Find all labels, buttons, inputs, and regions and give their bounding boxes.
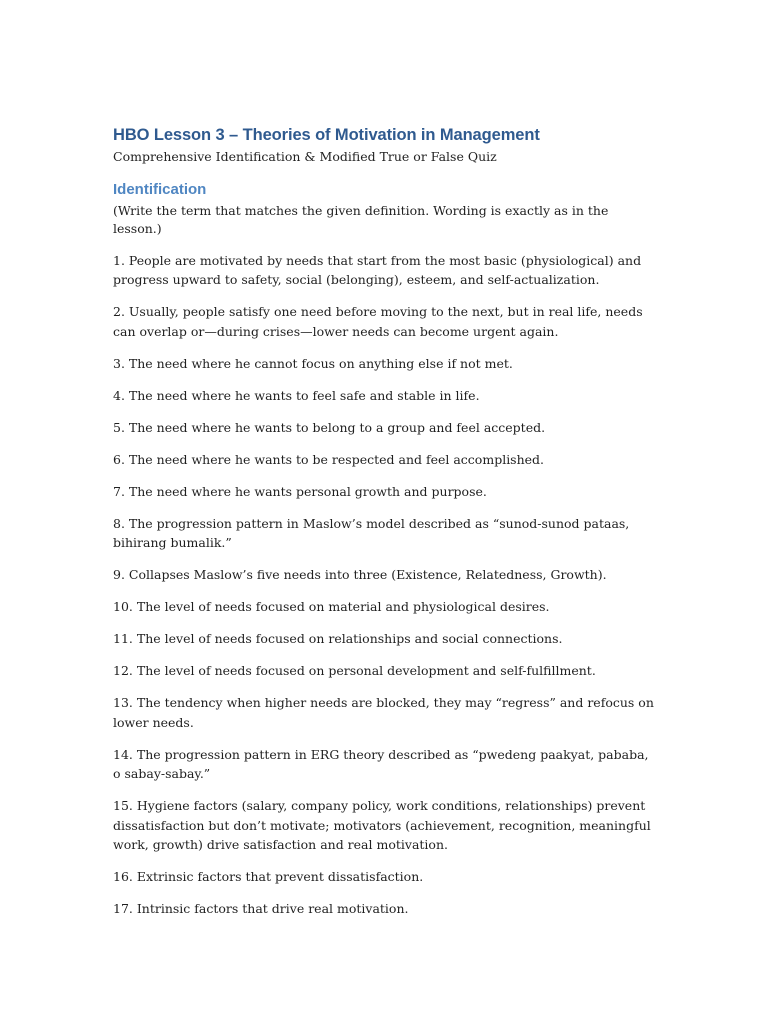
section-heading-identification: Identification	[113, 181, 207, 198]
question-item: 16. Extrinsic factors that prevent dissatisfaction.	[113, 869, 424, 884]
question-item: 9. Collapses Maslow’s five needs into three (Existence, Relatedness, Growth).	[113, 567, 607, 582]
question-list	[113, 251, 658, 919]
section-instructions: (Write the term that matches the given definition. Wording is exactly as in the lesson.)	[113, 203, 609, 236]
question-item: 5. The need where he wants to belong to a group and feel accepted.	[113, 419, 546, 435]
question-item: 17. Intrinsic factors that drive real motivation.	[113, 901, 409, 916]
question-item: 13. The tendency when higher needs are blocked, they may “regress” and refocus on lower needs.	[113, 695, 654, 730]
question-item: 10. The level of needs focused on material and physiological desires.	[113, 599, 550, 614]
question-item: 8. The progression pattern in Maslow’s model described as “sunod-sunod pataas, bihirang bumalik.”	[113, 515, 630, 550]
question-item: 14. The progression pattern in ERG theory described as “pwedeng paakyat, pababa, o sabay-sabay.”	[113, 746, 649, 781]
question-item: 2. Usually, people satisfy one need before moving to the next, but in real life, needs can overlap or—during crises—lower needs can become urgent again.	[113, 304, 643, 339]
question-item: 6. The need where he wants to be respected and feel accomplished.	[113, 451, 545, 467]
question-item: 1. People are motivated by needs that start from the most basic (physiological) and progress upward to safety, social (belonging), esteem, and self-actualization.	[113, 252, 642, 287]
question-item: 12. The level of needs focused on personal development and self-fulfillment.	[113, 663, 596, 678]
question-item: 11. The level of needs focused on relationships and social connections.	[113, 631, 563, 646]
question-item: 4. The need where he wants to feel safe and stable in life.	[113, 387, 480, 403]
question-item: 7. The need where he wants personal growth and purpose.	[113, 483, 487, 499]
document-subtitle: Comprehensive Identification & Modified True or False Quiz	[113, 149, 497, 164]
document-page	[113, 124, 658, 919]
question-item: 15. Hygiene factors (salary, company policy, work conditions, relationships) prevent dissatisfaction but don’t motivate; motivators (achievement, recognition, meaningful work, growth) drive satisfaction and real motivation.	[113, 798, 651, 852]
document-title: HBO Lesson 3 – Theories of Motivation in Management	[113, 126, 540, 144]
question-item: 3. The need where he cannot focus on anything else if not met.	[113, 355, 513, 371]
